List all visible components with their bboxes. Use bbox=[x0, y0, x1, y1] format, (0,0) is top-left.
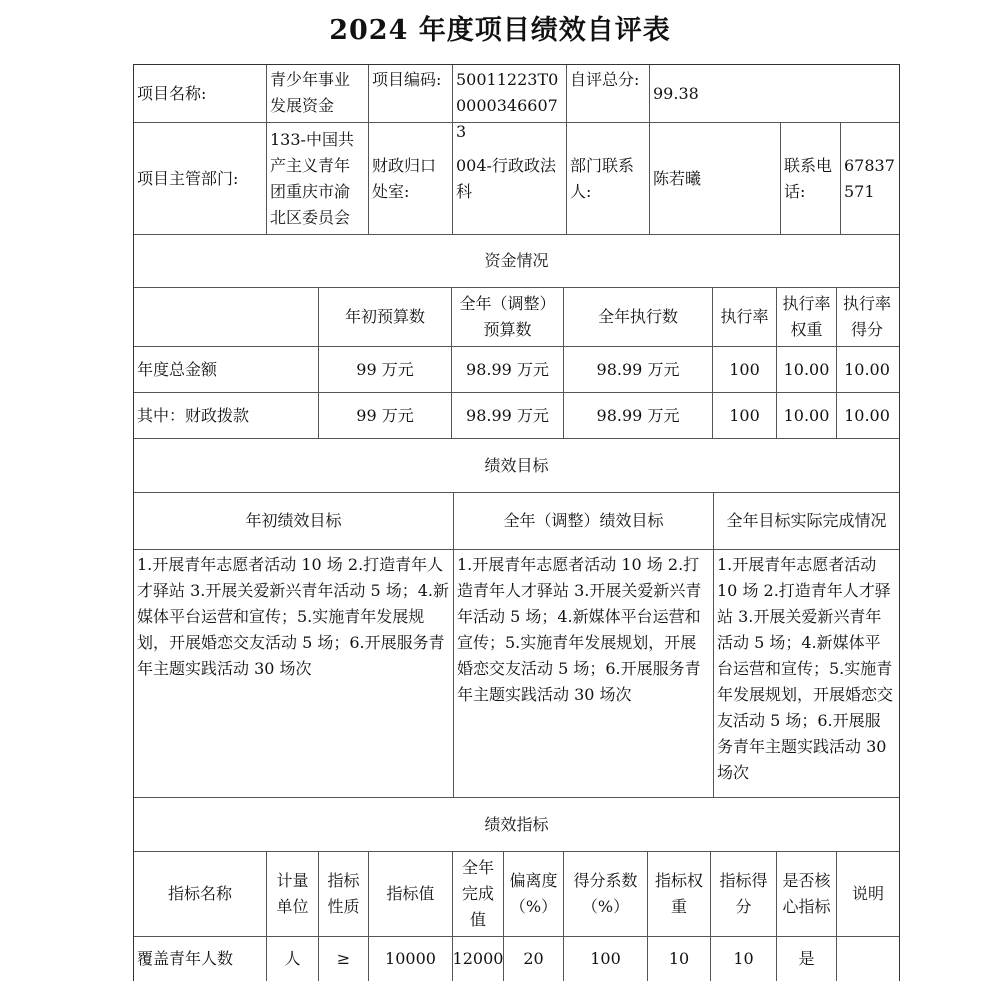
performance-table bbox=[133, 64, 900, 981]
finance-office-label: 财政归口处室: bbox=[369, 123, 453, 234]
funds-cell: 10.00 bbox=[844, 359, 890, 379]
project-name-label: 项目名称: bbox=[134, 65, 267, 122]
funds-header-row bbox=[134, 288, 899, 347]
project-code-label: 项目编码: bbox=[369, 65, 453, 122]
funds-row-label: 年度总金额 bbox=[134, 347, 319, 392]
funds-section-row bbox=[134, 235, 899, 288]
ind-cell-weight: 10 bbox=[648, 937, 711, 981]
finance-office-value: 004-行政政法科 bbox=[453, 123, 567, 234]
funds-cell: 100 bbox=[713, 347, 777, 392]
ind-cell-target: 10000 bbox=[369, 937, 453, 981]
phone-label: 联系电话: bbox=[781, 123, 841, 234]
ind-cell-note bbox=[837, 937, 899, 981]
ind-header-name: 指标名称 bbox=[134, 852, 267, 936]
ind-cell-name: 覆盖青年人数 bbox=[134, 937, 267, 981]
indicators-section-row bbox=[134, 798, 899, 852]
contact-label: 部门联系人: bbox=[567, 123, 650, 234]
goals-header-actual: 全年目标实际完成情况 bbox=[726, 511, 887, 530]
funds-cell: 98.99 万元 bbox=[452, 393, 564, 438]
funds-header-rate-score: 执行率得分 bbox=[842, 294, 891, 339]
funds-header-rate: 执行率 bbox=[713, 288, 777, 346]
department-label: 项目主管部门: bbox=[134, 123, 267, 234]
funds-cell: 10.00 bbox=[777, 393, 837, 438]
project-name-value: 青少年事业发展资金 bbox=[267, 65, 369, 122]
ind-header-core: 是否核心指标 bbox=[777, 852, 837, 936]
funds-cell: 10.00 bbox=[777, 347, 837, 392]
goals-adjusted-text: 1.开展青年志愿者活动 10 场 2.打造青年人才驿站 3.开展关爱新兴青年活动 5 场；4.新媒体平台运营和宣传；5.实施青年发展规划，开展婚恋交友活动 5 场；6.开展服务青年主题实践活动 30 场次 bbox=[454, 550, 714, 797]
phone-value: 67837571 bbox=[844, 155, 895, 201]
page-title: 2024 年度项目绩效自评表 bbox=[329, 15, 671, 46]
funds-cell: 100 bbox=[713, 393, 777, 438]
contact-value: 陈若曦 bbox=[650, 123, 781, 234]
funds-header-adjusted-budget: 全年（调整）预算数 bbox=[452, 288, 564, 346]
ind-header-score: 指标得分 bbox=[711, 852, 777, 936]
ind-header-completed: 全年完成值 bbox=[453, 852, 504, 936]
indicators-section-title: 绩效指标 bbox=[484, 814, 549, 834]
funds-header-rate-weight: 执行率权重 bbox=[777, 288, 837, 346]
ind-header-coefficient: 得分系数（%） bbox=[564, 852, 648, 936]
ind-cell-coefficient: 100 bbox=[564, 937, 648, 981]
goals-actual-text: 1.开展青年志愿者活动 10 场 2.打造青年人才驿站 3.开展关爱新兴青年活动 5 场；4.新媒体平台运营和宣传；5.实施青年发展规划，开展婚恋交友活动 5 场；6.开展服务青年主题实践活动 30 场次 bbox=[717, 555, 894, 782]
ind-header-weight: 指标权重 bbox=[648, 852, 711, 936]
ind-cell-score: 10 bbox=[711, 937, 777, 981]
ind-cell-nature: ≥ bbox=[319, 937, 369, 981]
ind-cell-core: 是 bbox=[777, 937, 837, 981]
goals-content-row bbox=[134, 550, 899, 798]
indicators-header-row bbox=[134, 852, 899, 937]
goals-header-row bbox=[134, 493, 899, 550]
funds-section-title: 资金情况 bbox=[484, 251, 549, 270]
funds-cell: 98.99 万元 bbox=[452, 347, 564, 392]
funds-cell: 99 万元 bbox=[319, 393, 452, 438]
ind-cell-unit: 人 bbox=[267, 937, 319, 981]
goals-section-row bbox=[134, 439, 899, 493]
ind-header-target: 指标值 bbox=[369, 852, 453, 936]
self-score-label: 自评总分: bbox=[567, 65, 650, 122]
goals-section-title: 绩效目标 bbox=[484, 455, 549, 475]
project-name-row bbox=[134, 65, 899, 141]
funds-cell: 10.00 bbox=[844, 405, 890, 425]
ind-header-note: 说明 bbox=[851, 884, 884, 903]
ind-cell-deviation: 20 bbox=[504, 937, 564, 981]
funds-cell: 98.99 万元 bbox=[564, 393, 713, 438]
funds-header-initial-budget: 年初预算数 bbox=[319, 288, 452, 346]
department-row bbox=[134, 123, 899, 235]
project-code-value: 50011223T000003466073 bbox=[453, 65, 567, 122]
goals-initial-text: 1.开展青年志愿者活动 10 场 2.打造青年人才驿站 3.开展关爱新兴青年活动 5 场；4.新媒体平台运营和宣传；5.实施青年发展规划，开展婚恋交友活动 5 场；6.开展服务青年主题实践活动 30 场次 bbox=[134, 550, 454, 797]
ind-cell-completed: 12000 bbox=[453, 937, 504, 981]
ind-header-nature: 指标性质 bbox=[319, 852, 369, 936]
goals-header-initial: 年初绩效目标 bbox=[134, 493, 454, 549]
department-value: 133-中国共产主义青年团重庆市渝北区委员会 bbox=[267, 123, 369, 234]
funds-header-executed: 全年执行数 bbox=[564, 288, 713, 346]
goals-header-adjusted: 全年（调整）绩效目标 bbox=[454, 493, 714, 549]
funds-row-label: 其中：财政拨款 bbox=[134, 393, 319, 438]
funds-row-total bbox=[134, 347, 899, 393]
funds-cell: 99 万元 bbox=[319, 347, 452, 392]
ind-header-unit: 计量单位 bbox=[267, 852, 319, 936]
indicator-row bbox=[134, 937, 899, 981]
ind-header-deviation: 偏离度（%） bbox=[504, 852, 564, 936]
funds-header-blank bbox=[134, 288, 319, 346]
self-score-value: 99.38 bbox=[653, 83, 699, 103]
funds-cell: 98.99 万元 bbox=[564, 347, 713, 392]
funds-row-fiscal bbox=[134, 393, 899, 439]
